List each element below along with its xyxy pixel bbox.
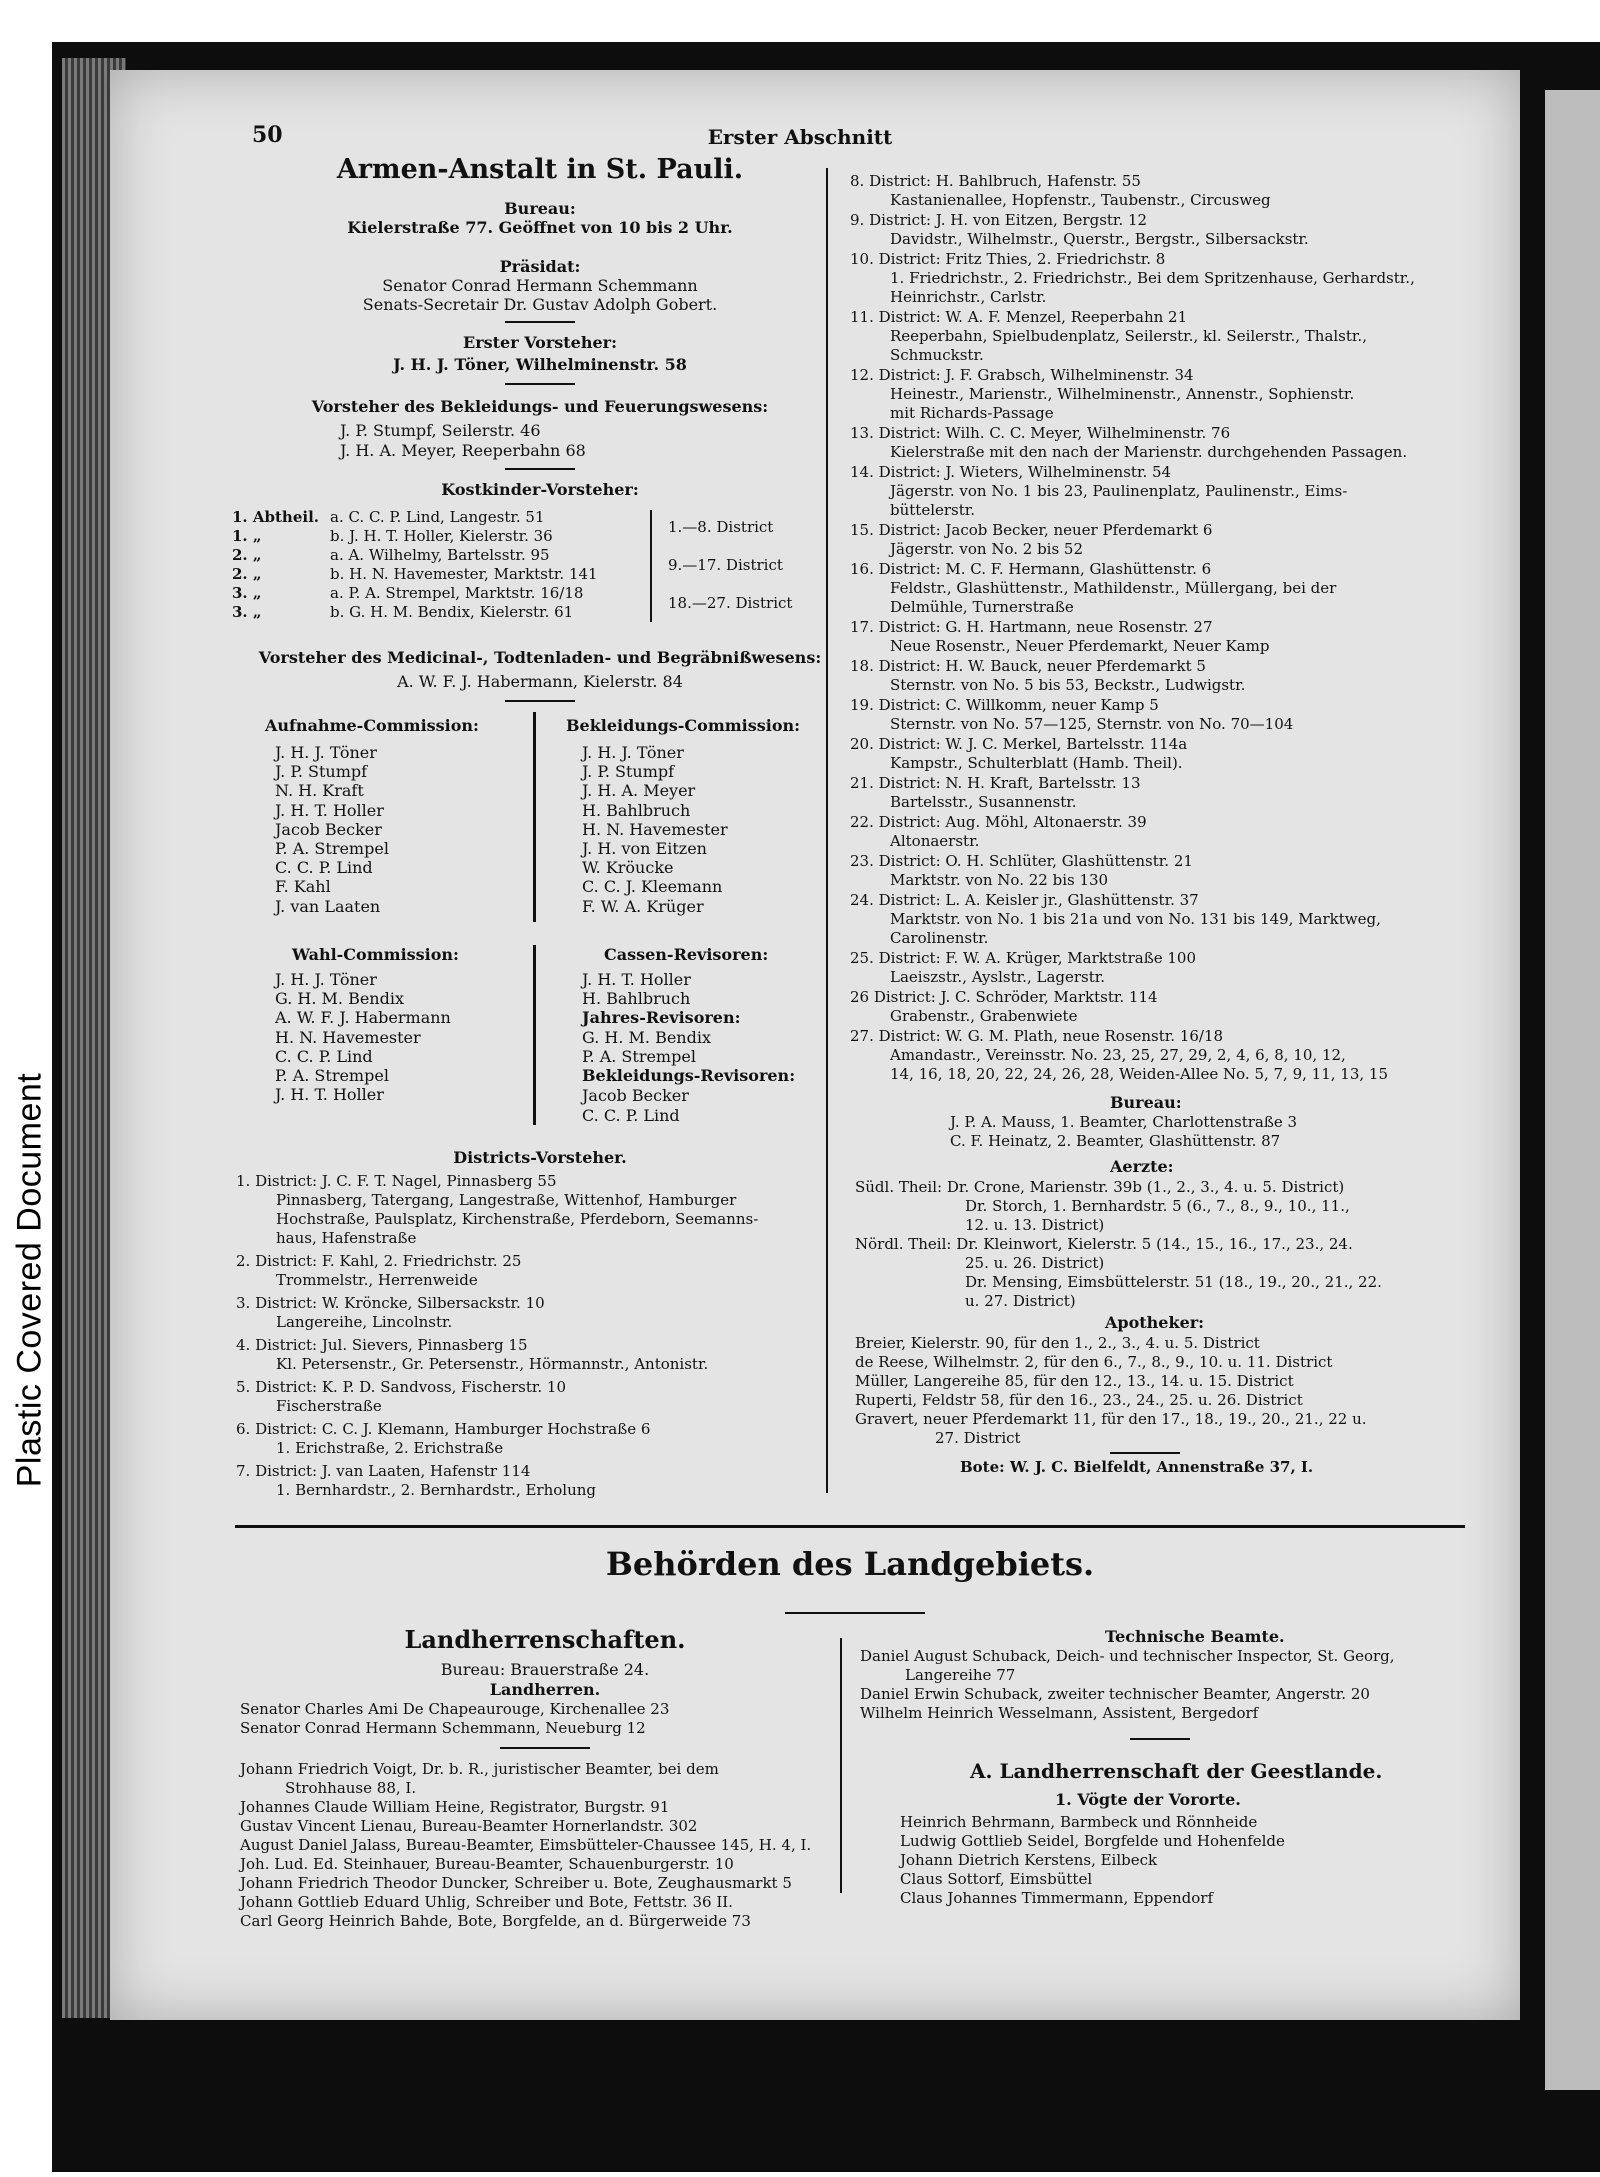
document-type-label: Plastic Covered Document	[10, 1072, 49, 1488]
text-line: J. H. A. Meyer, Reeperbahn 68	[340, 441, 586, 460]
text-line: 12. District: J. F. Grabsch, Wilhelminenstr. 34	[850, 366, 1194, 384]
text-line: 12. u. 13. District)	[965, 1216, 1105, 1234]
text-line: Heinestr., Marienstr., Wilhelminenstr., Annenstr., Sophienstr.	[890, 385, 1355, 403]
text-line: Nördl. Theil: Dr. Kleinwort, Kielerstr. 5 (14., 15., 16., 17., 23., 24.	[855, 1235, 1353, 1253]
text-line: P. A. Strempel	[582, 1047, 696, 1066]
text-line: haus, Hafenstraße	[276, 1229, 417, 1247]
text-line: 18. District: H. W. Bauck, neuer Pferdemarkt 5	[850, 657, 1206, 675]
text-line: P. A. Strempel	[275, 1066, 389, 1085]
subheading: Kostkinder-Vorsteher:	[441, 480, 639, 499]
text-line: Neue Rosenstr., Neuer Pferdemarkt, Neuer Kamp	[890, 637, 1270, 655]
text-line: G. H. M. Bendix	[275, 989, 404, 1009]
divider	[1110, 1452, 1180, 1454]
section-heading: Armen-Anstalt in St. Pauli.	[336, 154, 744, 185]
text-line: J. H. J. Töner, Wilhelminenstr. 58	[393, 355, 687, 374]
text-line: H. Bahlbruch	[582, 800, 691, 820]
text-line: 23. District: O. H. Schlüter, Glashüttenstr. 21	[850, 852, 1193, 870]
subheading: Wahl-Commission:	[292, 945, 459, 964]
text-line: Bote: W. J. C. Bielfeldt, Annenstraße 37, I.	[960, 1458, 1314, 1476]
text-line: 27. District: W. G. M. Plath, neue Rosenstr. 16/18	[850, 1027, 1224, 1045]
text-line: Gravert, neuer Pferdemarkt 11, für den 17., 18., 19., 20., 21., 22 u.	[855, 1410, 1367, 1428]
text-line: 8. District: H. Bahlbruch, Hafenstr. 55	[850, 172, 1141, 190]
text-line: 20. District: W. J. C. Merkel, Bartelsstr. 114a	[850, 735, 1188, 753]
text-line: 18.—27. District	[668, 594, 793, 612]
text-line: 21. District: N. H. Kraft, Bartelsstr. 13	[850, 774, 1141, 792]
text-line: 27. District	[935, 1429, 1021, 1447]
text-line: Marktstr. von No. 1 bis 21a und von No. 131 bis 149, Marktweg,	[890, 910, 1381, 928]
text-line: 11. District: W. A. F. Menzel, Reeperbahn 21	[850, 308, 1188, 326]
text-line: 15. District: Jacob Becker, neuer Pferdemarkt 6	[850, 521, 1213, 539]
text-line: Reeperbahn, Spielbudenplatz, Seilerstr., kl. Seilerstr., Thalstr.,	[890, 327, 1367, 345]
text-line: W. Kröucke	[582, 858, 674, 878]
text-line: Wilhelm Heinrich Wesselmann, Assistent, Bergedorf	[860, 1704, 1259, 1722]
text-line: Bartelsstr., Susannenstr.	[890, 793, 1077, 811]
text-line: 13. District: Wilh. C. C. Meyer, Wilhelminenstr. 76	[850, 424, 1231, 442]
adjacent-page-edge	[1545, 90, 1600, 2090]
text-line: J. H. A. Meyer	[582, 781, 696, 801]
text-line: Heinrichstr., Carlstr.	[890, 288, 1047, 306]
column-divider	[840, 1638, 842, 1893]
text-line: H. N. Havemester	[275, 1027, 421, 1047]
subheading: Vorsteher des Medicinal-, Todtenladen- und Begräbnißwesens:	[258, 648, 822, 667]
text-line: J. P. Stumpf, Seilerstr. 46	[340, 421, 541, 440]
text-line: J. H. J. Töner	[582, 743, 684, 762]
text-line: Claus Johannes Timmermann, Eppendorf	[900, 1889, 1214, 1907]
text-line: b. H. N. Havemester, Marktstr. 141	[330, 565, 598, 583]
text-line: 2. „	[232, 565, 262, 583]
text-line: Jägerstr. von No. 1 bis 23, Paulinenplatz, Paulinenstr., Eims-	[890, 482, 1348, 500]
text-line: 14, 16, 18, 20, 22, 24, 26, 28, Weiden-Allee No. 5, 7, 9, 11, 13, 15	[890, 1065, 1389, 1083]
text-line: büttelerstr.	[890, 501, 976, 519]
subheading: Apotheker:	[1105, 1313, 1205, 1332]
text-line: Jacob Becker	[275, 819, 382, 839]
text-line: Marktstr. von No. 22 bis 130	[890, 871, 1109, 889]
text-line: C. C. P. Lind	[275, 1046, 373, 1066]
text-line: C. C. J. Kleemann	[582, 877, 723, 897]
text-line: J. H. von Eitzen	[582, 839, 707, 858]
text-line: 1. Abtheil.	[232, 508, 320, 526]
text-line: a. A. Wilhelmy, Bartelsstr. 95	[330, 546, 550, 564]
text-line: Johannes Claude William Heine, Registrator, Burgstr. 91	[240, 1798, 670, 1816]
subheading: Technische Beamte.	[1105, 1627, 1285, 1646]
text-line: Joh. Lud. Ed. Steinhauer, Bureau-Beamter, Schauenburgerstr. 10	[240, 1855, 734, 1873]
section-heading: Landherrenschaften.	[404, 1625, 686, 1654]
text-line: 1. Erichstraße, 2. Erichstraße	[276, 1439, 504, 1457]
divider	[505, 321, 575, 323]
divider	[505, 700, 575, 702]
text-line: Laeiszstr., Ayslstr., Lagerstr.	[890, 968, 1106, 986]
text-line: J. H. J. Töner	[275, 970, 377, 989]
text-line: N. H. Kraft	[275, 781, 364, 801]
text-line: 1. Friedrichstr., 2. Friedrichstr., Bei dem Spritzenhause, Gerhardstr.,	[890, 269, 1415, 287]
text-line: Feldstr., Glashüttenstr., Mathildenstr., Müllergang, bei der	[890, 579, 1337, 597]
text-line: A. W. F. J. Habermann	[275, 1008, 451, 1028]
text-line: F. W. A. Krüger	[582, 896, 704, 916]
text-line: Dr. Storch, 1. Bernhardstr. 5 (6., 7., 8., 9., 10., 11.,	[965, 1197, 1350, 1215]
text-line: C. C. P. Lind	[582, 1106, 680, 1125]
text-line: Fischerstraße	[276, 1397, 382, 1415]
text-line: a. C. C. P. Lind, Langestr. 51	[330, 508, 545, 526]
divider	[1130, 1738, 1190, 1740]
subheading: Bekleidungs-Revisoren:	[582, 1066, 796, 1085]
text-line: Trommelstr., Herrenweide	[276, 1271, 478, 1289]
text-line: Altonaerstr.	[890, 832, 980, 850]
text-line: Daniel Erwin Schuback, zweiter technischer Beamter, Angerstr. 20	[860, 1685, 1370, 1703]
text-line: J. H. J. Töner	[275, 743, 377, 762]
brace	[650, 510, 652, 622]
text-line: 14. District: J. Wieters, Wilhelminenstr. 54	[850, 463, 1172, 481]
text-line: H. Bahlbruch	[582, 989, 691, 1008]
divider	[505, 383, 575, 385]
text-line: Grabenstr., Grabenwiete	[890, 1007, 1078, 1025]
text-line: Carolinenstr.	[890, 929, 989, 947]
text-line: Senats-Secretair Dr. Gustav Adolph Gobert.	[362, 295, 718, 314]
text-line: Langereihe 77	[905, 1666, 1016, 1684]
subheading: Bekleidungs-Commission:	[566, 716, 801, 735]
text-line: C. F. Heinatz, 2. Beamter, Glashüttenstr. 87	[950, 1132, 1281, 1150]
text-line: Müller, Langereihe 85, für den 12., 13., 14. u. 15. District	[855, 1372, 1294, 1390]
text-line: 2. „	[232, 546, 262, 564]
text-line: Amandastr., Vereinsstr. No. 23, 25, 27, 29, 2, 4, 6, 8, 10, 12,	[890, 1046, 1346, 1064]
subheading: Jahres-Revisoren:	[582, 1008, 741, 1027]
text-line: u. 27. District)	[965, 1292, 1076, 1310]
text-line: 17. District: G. H. Hartmann, neue Rosenstr. 27	[850, 618, 1213, 636]
text-line: 25. u. 26. District)	[965, 1254, 1105, 1272]
text-line: Johann Friedrich Voigt, Dr. b. R., juristischer Beamter, bei dem	[240, 1760, 719, 1778]
text-line: 1. Bernhardstr., 2. Bernhardstr., Erholung	[276, 1481, 597, 1499]
text-line: J. H. T. Holler	[582, 970, 691, 989]
subheading: Districts-Vorsteher.	[453, 1148, 627, 1167]
text-line: F. Kahl	[275, 877, 331, 897]
text-line: Delmühle, Turnerstraße	[890, 598, 1074, 616]
text-line: Senator Conrad Hermann Schemmann, Neueburg 12	[240, 1719, 646, 1737]
section-heading: Behörden des Landgebiets.	[605, 1545, 1095, 1583]
text-line: Langereihe, Lincolnstr.	[276, 1313, 453, 1331]
text-line: 16. District: M. C. F. Hermann, Glashüttenstr. 6	[850, 560, 1212, 578]
text-line: J. van Laaten	[275, 896, 381, 916]
text-line: 19. District: C. Willkomm, neuer Kamp 5	[850, 696, 1159, 714]
text-line: 25. District: F. W. A. Krüger, Marktstraße 100	[850, 949, 1196, 967]
text-line: Johann Gottlieb Eduard Uhlig, Schreiber und Bote, Fettstr. 36 II.	[240, 1893, 733, 1911]
text-line: P. A. Strempel	[275, 839, 389, 858]
text-line: J. P. A. Mauss, 1. Beamter, Charlottenstraße 3	[950, 1113, 1298, 1131]
text-line: Kielerstraße 77. Geöffnet von 10 bis 2 Uhr.	[347, 218, 733, 237]
column-divider	[533, 712, 536, 922]
column-divider	[826, 168, 828, 1493]
text-line: b. G. H. M. Bendix, Kielerstr. 61	[330, 603, 574, 621]
text-line: Bureau: Brauerstraße 24.	[440, 1660, 650, 1679]
subheading: 1. Vögte der Vororte.	[1055, 1790, 1241, 1809]
text-line: 6. District: C. C. J. Klemann, Hamburger Hochstraße 6	[236, 1420, 651, 1438]
text-line: 3. „	[232, 584, 262, 602]
text-line: 9.—17. District	[668, 556, 783, 574]
subheading: Aerzte:	[1110, 1157, 1174, 1176]
text-line: 1. „	[232, 527, 262, 545]
text-line: 2. District: F. Kahl, 2. Friedrichstr. 25	[236, 1252, 522, 1270]
text-line: 22. District: Aug. Möhl, Altonaerstr. 39	[850, 813, 1147, 831]
text-line: 9. District: J. H. von Eitzen, Bergstr. 12	[850, 211, 1148, 229]
text-line: Johann Friedrich Theodor Duncker, Schreiber u. Bote, Zeughausmarkt 5	[240, 1874, 792, 1892]
text-line: Senator Charles Ami De Chapeaurouge, Kirchenallee 23	[240, 1700, 670, 1718]
text-line: Sternstr. von No. 5 bis 53, Beckstr., Ludwigstr.	[890, 676, 1246, 694]
text-line: Senator Conrad Hermann Schemmann	[382, 276, 698, 295]
text-line: Daniel August Schuback, Deich- und technischer Inspector, St. Georg,	[860, 1647, 1395, 1665]
subheading: Vorsteher des Bekleidungs- und Feuerungswesens:	[311, 397, 769, 416]
subheading: Aufnahme-Commission:	[265, 716, 479, 735]
text-line: G. H. M. Bendix	[582, 1028, 711, 1047]
subheading: Landherren.	[489, 1680, 601, 1699]
text-line: 24. District: L. A. Keisler jr., Glashüttenstr. 37	[850, 891, 1199, 909]
text-line: Schmuckstr.	[890, 346, 984, 364]
text-line: Claus Sottorf, Eimsbüttel	[900, 1870, 1093, 1888]
text-line: Dr. Mensing, Eimsbüttelerstr. 51 (18., 19., 20., 21., 22.	[965, 1273, 1382, 1291]
page-number: 50	[252, 122, 283, 148]
text-line: 4. District: Jul. Sievers, Pinnasberg 15	[236, 1336, 528, 1354]
text-line: b. J. H. T. Holler, Kielerstr. 36	[330, 527, 553, 545]
subheading: Bureau:	[504, 199, 576, 218]
text-line: Südl. Theil: Dr. Crone, Marienstr. 39b (1., 2., 3., 4. u. 5. District)	[855, 1178, 1345, 1196]
text-line: J. P. Stumpf	[275, 762, 368, 782]
subheading: Bureau:	[1110, 1093, 1182, 1112]
text-line: J. H. T. Holler	[275, 800, 384, 820]
text-line: 26 District: J. C. Schröder, Marktstr. 114	[850, 988, 1158, 1006]
text-line: J. H. T. Holler	[275, 1085, 384, 1105]
text-line: 10. District: Fritz Thies, 2. Friedrichstr. 8	[850, 250, 1166, 268]
divider	[500, 1747, 590, 1749]
text-line: Jägerstr. von No. 2 bis 52	[890, 540, 1084, 558]
section-title: Erster Abschnitt	[707, 125, 893, 149]
text-line: 3. „	[232, 603, 262, 621]
text-line: a. P. A. Strempel, Marktstr. 16/18	[330, 584, 584, 602]
text-line: Kampstr., Schulterblatt (Hamb. Theil).	[890, 754, 1183, 772]
text-line: 3. District: W. Kröncke, Silbersackstr. 10	[236, 1294, 545, 1312]
text-line: Ludwig Gottlieb Seidel, Borgfelde und Hohenfelde	[900, 1832, 1285, 1850]
text-line: de Reese, Wilhelmstr. 2, für den 6., 7., 8., 9., 10. u. 11. District	[855, 1353, 1333, 1371]
text-line: Gustav Vincent Lienau, Bureau-Beamter Hornerlandstr. 302	[240, 1817, 698, 1835]
text-line: Strohhause 88, I.	[285, 1779, 417, 1797]
text-line: Kastanienallee, Hopfenstr., Taubenstr., Circusweg	[890, 191, 1271, 209]
text-line: Hochstraße, Paulsplatz, Kirchenstraße, Pferdeborn, Seemanns-	[276, 1210, 759, 1228]
text-line: Jacob Becker	[582, 1086, 689, 1105]
subheading: Erster Vorsteher:	[463, 333, 617, 352]
text-line: H. N. Havemester	[582, 819, 728, 839]
text-line: C. C. P. Lind	[275, 858, 373, 878]
text-line: 7. District: J. van Laaten, Hafenstr 114	[236, 1462, 531, 1480]
section-heading: A. Landherrenschaft der Geestlande.	[970, 1759, 1383, 1783]
text-line: Kl. Petersenstr., Gr. Petersenstr., Hörmannstr., Antonistr.	[276, 1355, 709, 1373]
text-line: 1. District: J. C. F. T. Nagel, Pinnasberg 55	[236, 1172, 557, 1190]
text-line: Breier, Kielerstr. 90, für den 1., 2., 3., 4. u. 5. District	[855, 1334, 1260, 1352]
text-line: A. W. F. J. Habermann, Kielerstr. 84	[397, 672, 683, 691]
text-line: mit Richards-Passage	[890, 404, 1054, 422]
text-line: Davidstr., Wilhelmstr., Querstr., Bergstr., Silbersackstr.	[890, 230, 1309, 248]
section-rule	[235, 1525, 1465, 1528]
subheading: Cassen-Revisoren:	[604, 945, 769, 964]
text-line: Sternstr. von No. 57—125, Sternstr. von No. 70—104	[890, 715, 1294, 733]
text-line: Johann Dietrich Kerstens, Eilbeck	[900, 1851, 1158, 1869]
subheading: Präsidat:	[499, 257, 581, 276]
text-line: Kielerstraße mit den nach der Marienstr. durchgehenden Passagen.	[890, 443, 1408, 461]
text-line: J. P. Stumpf	[582, 762, 675, 782]
text-line: Ruperti, Feldstr 58, für den 16., 23., 24., 25. u. 26. District	[855, 1391, 1303, 1409]
text-line: 1.—8. District	[668, 518, 774, 536]
text-line: August Daniel Jalass, Bureau-Beamter, Eimsbütteler-Chaussee 145, H. 4, I.	[240, 1836, 812, 1854]
column-divider	[533, 945, 536, 1125]
text-line: Heinrich Behrmann, Barmbeck und Rönnheide	[900, 1813, 1258, 1831]
text-line: Pinnasberg, Tatergang, Langestraße, Wittenhof, Hamburger	[276, 1191, 737, 1209]
divider	[785, 1612, 925, 1614]
divider	[505, 468, 575, 470]
text-line: 5. District: K. P. D. Sandvoss, Fischerstr. 10	[236, 1378, 567, 1396]
text-line: Carl Georg Heinrich Bahde, Bote, Borgfelde, an d. Bürgerweide 73	[240, 1912, 751, 1930]
